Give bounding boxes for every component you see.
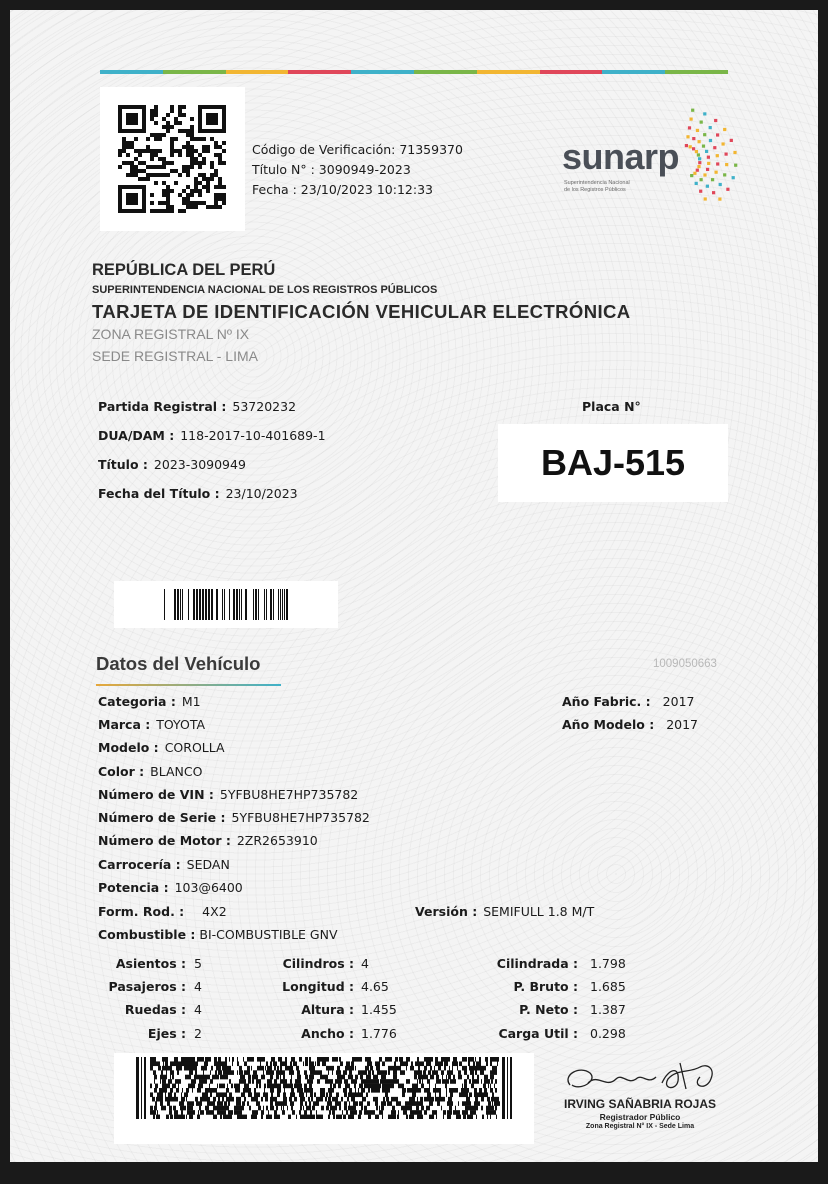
field-value: SEMIFULL 1.8 M/T: [483, 904, 595, 919]
registrar-role: Registrador Público: [599, 1112, 681, 1122]
serie-row: [98, 810, 370, 826]
altura-label: Altura :: [301, 1002, 354, 1017]
field-value: 2017: [666, 717, 698, 732]
longitud-label: Longitud :: [282, 979, 354, 994]
registrar-signature: [550, 1055, 730, 1145]
field-label: Carrocería :: [98, 857, 181, 872]
pneto-value: 1.387: [590, 1002, 626, 1017]
rainbow-seg: [163, 70, 226, 74]
rainbow-seg: [540, 70, 603, 74]
pdf417-barcode-icon: [136, 1057, 512, 1119]
field-value: SEDAN: [186, 857, 230, 872]
qr-code: [100, 87, 245, 231]
ejes-value: 2: [194, 1026, 202, 1041]
field-label: Año Modelo :: [562, 717, 655, 732]
sunarp-logo: [560, 102, 745, 202]
field-label: DUA/DAM :: [98, 428, 175, 443]
rainbow-seg: [602, 70, 665, 74]
field-label: Fecha del Título :: [98, 486, 220, 501]
republic-heading: REPÚBLICA DEL PERÚ: [92, 261, 276, 279]
cilindrada-label: Cilindrada :: [496, 956, 578, 971]
anio-fabric-row: [562, 694, 694, 710]
longitud-value: 4.65: [361, 979, 389, 994]
formrod-row: [98, 904, 227, 920]
plate-number: BAJ-515: [540, 442, 686, 483]
verification-block: [252, 140, 463, 200]
plate-label: Placa N°: [582, 399, 641, 414]
asientos-value: 5: [194, 956, 202, 971]
logo-sub-line: Superintendencia Nacional: [564, 180, 630, 186]
field-label: Marca :: [98, 717, 151, 732]
cilindros-label: Cilindros :: [282, 956, 354, 971]
ancho-label: Ancho :: [301, 1026, 354, 1041]
registrar-zone: Zona Registral N° IX - Sede Lima: [585, 1123, 695, 1130]
rainbow-seg: [414, 70, 477, 74]
field-value: COROLLA: [164, 740, 225, 755]
field-value: 118-2017-10-401689-1: [180, 428, 326, 443]
plate-box: [498, 424, 728, 502]
ruedas-value: 4: [194, 1002, 202, 1017]
field-value: 53720232: [232, 399, 297, 414]
field-label: Categoria :: [98, 694, 176, 709]
modelo-row: [98, 740, 225, 756]
pdf417-barcode: [114, 1053, 534, 1144]
pneto-label: P. Neto :: [519, 1002, 578, 1017]
field-label: Título :: [98, 457, 148, 472]
anio-modelo-row: [562, 717, 698, 733]
field-label: Partida Registral :: [98, 399, 227, 414]
rainbow-seg: [477, 70, 540, 74]
vin-row: [98, 787, 358, 803]
title-number: Título N° : 3090949-2023: [252, 162, 411, 177]
zone-heading: ZONA REGISTRAL Nº IX: [92, 326, 250, 342]
issue-date: Fecha : 23/10/2023 10:12:33: [252, 182, 433, 197]
pasajeros-label: Pasajeros :: [108, 979, 186, 994]
marca-row: [98, 717, 205, 733]
pbruto-label: P. Bruto :: [513, 979, 578, 994]
motor-row: [98, 833, 318, 849]
rainbow-seg: [288, 70, 351, 74]
categoria-row: [98, 694, 201, 710]
field-value: 23/10/2023: [225, 486, 298, 501]
barcode: [114, 581, 338, 628]
vehicle-id-card: [10, 10, 818, 1162]
document-serial: 1009050663: [653, 658, 717, 670]
field-value: BI-COMBUSTIBLE GNV: [199, 927, 338, 942]
barcode-icon: [160, 589, 294, 620]
field-label: Potencia :: [98, 880, 169, 895]
potencia-row: [98, 880, 243, 896]
logo-sub-line: de los Registros Públicos: [564, 187, 626, 193]
version-row: [415, 904, 594, 920]
pbruto-value: 1.685: [590, 979, 626, 994]
carroceria-row: [98, 857, 230, 873]
office-heading: SEDE REGISTRAL - LIMA: [92, 348, 258, 364]
rainbow-bar: [100, 70, 728, 74]
titulo-row: [98, 457, 246, 473]
color-row: [98, 764, 202, 780]
field-value: 2ZR2653910: [236, 833, 318, 848]
ejes-label: Ejes :: [147, 1026, 186, 1041]
field-value: 2017: [662, 694, 695, 709]
logo-wordmark: sunarp: [562, 136, 680, 177]
field-value: 2023-3090949: [153, 457, 246, 472]
carga-value: 0.298: [590, 1026, 626, 1041]
cilindros-value: 4: [361, 956, 369, 971]
carga-label: Carga Util :: [498, 1026, 578, 1041]
field-value: 5YFBU8HE7HP735782: [231, 810, 370, 825]
field-label: Versión :: [415, 904, 478, 919]
vehicle-data-title: Datos del Vehículo: [96, 653, 261, 674]
altura-value: 1.455: [361, 1002, 397, 1017]
field-value: 5YFBU8HE7HP735782: [219, 787, 359, 802]
rainbow-seg: [226, 70, 289, 74]
verification-code: Código de Verificación: 71359370: [252, 142, 463, 157]
rainbow-seg: [100, 70, 163, 74]
signature-scribble-icon: [550, 1055, 730, 1100]
field-label: Form. Rod. :: [98, 904, 185, 919]
asientos-label: Asientos :: [115, 956, 186, 971]
partida-row: [98, 399, 296, 415]
rainbow-seg: [351, 70, 414, 74]
field-label: Combustible :: [98, 927, 196, 942]
field-label: Modelo :: [98, 740, 159, 755]
field-label: Número de Serie :: [98, 810, 226, 825]
agency-heading: SUPERINTENDENCIA NACIONAL DE LOS REGISTROS PÚBLICOS: [92, 284, 438, 296]
pasajeros-value: 4: [194, 979, 202, 994]
ancho-value: 1.776: [361, 1026, 397, 1041]
dua-row: [98, 428, 326, 444]
field-value: 4X2: [202, 904, 227, 919]
fecha-titulo-row: [98, 486, 298, 502]
combustible-row: [98, 927, 338, 943]
registrar-name: IRVING SAÑABRIA ROJAS: [563, 1097, 717, 1111]
field-value: BLANCO: [150, 764, 203, 779]
title-underline: [96, 684, 281, 686]
field-label: Año Fabric. :: [562, 694, 651, 709]
cilindrada-value: 1.798: [590, 956, 626, 971]
card-title: TARJETA DE IDENTIFICACIÓN VEHICULAR ELECTRÓNICA: [92, 301, 631, 322]
field-label: Número de VIN :: [98, 787, 214, 802]
ruedas-label: Ruedas :: [124, 1002, 186, 1017]
rainbow-seg: [665, 70, 728, 74]
field-value: M1: [181, 694, 201, 709]
logo-subtitle: [564, 180, 630, 194]
field-value: TOYOTA: [156, 717, 206, 732]
field-value: 103@6400: [174, 880, 243, 895]
field-label: Número de Motor :: [98, 833, 231, 848]
qr-code-icon: [118, 105, 226, 213]
field-label: Color :: [98, 764, 145, 779]
